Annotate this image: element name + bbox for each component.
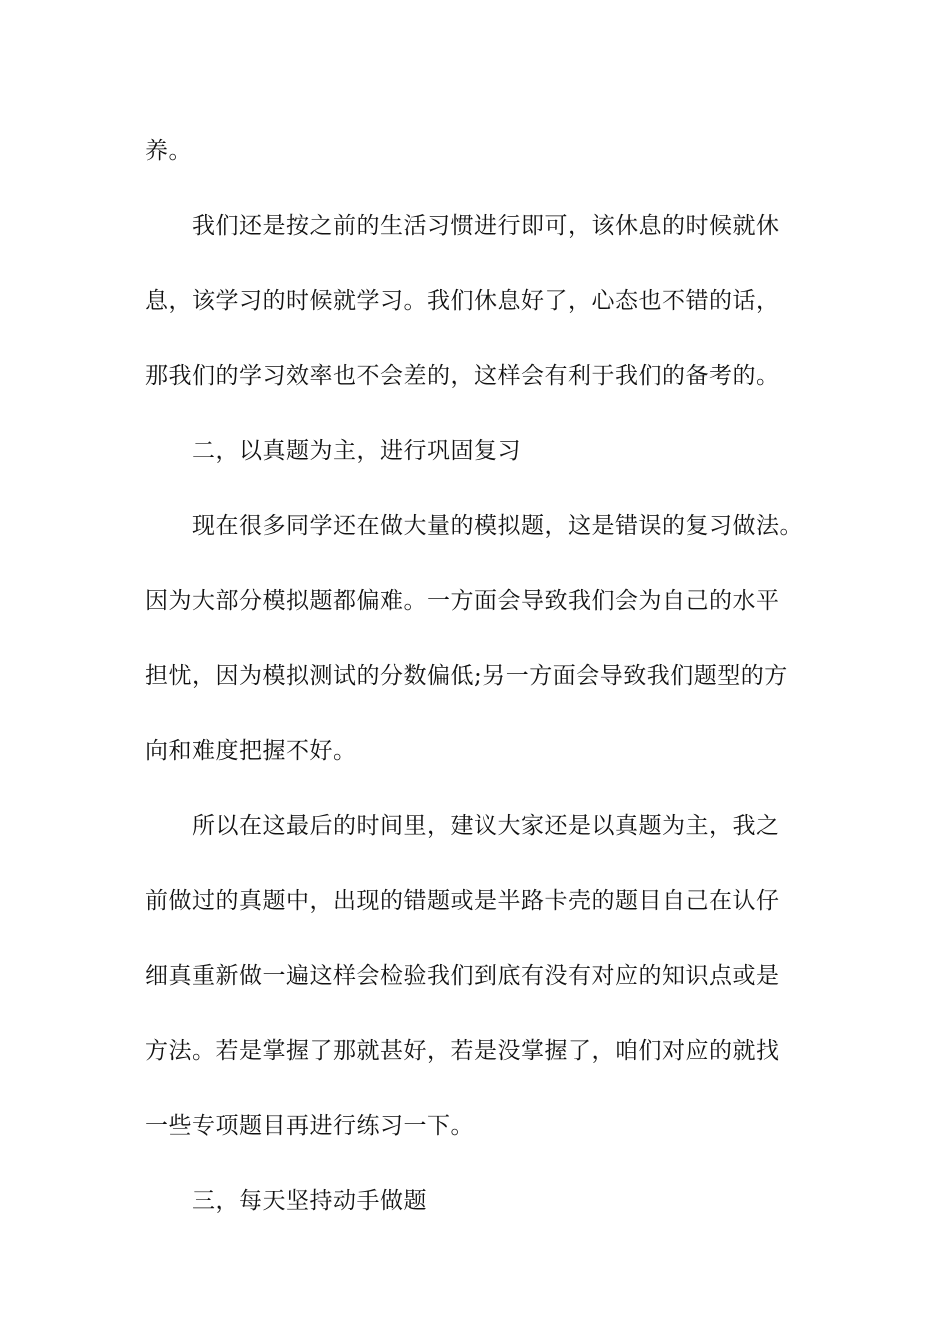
text-line: 一些专项题目再进行练习一下。 (145, 1113, 474, 1139)
text-line: 因为大部分模拟题都偏难。一方面会导致我们会为自己的水平 (145, 588, 780, 614)
text-line: 那我们的学习效率也不会差的，这样会有利于我们的备考的。 (145, 363, 780, 389)
section-heading: 三，每天坚持动手做题 (192, 1188, 427, 1214)
text-line: 所以在这最后的时间里，建议大家还是以真题为主，我之 (192, 813, 780, 839)
section-heading: 二，以真题为主，进行巩固复习 (192, 438, 521, 464)
text-line: 方法。若是掌握了那就甚好，若是没掌握了，咱们对应的就找 (145, 1038, 780, 1064)
text-line: 担忧，因为模拟测试的分数偏低;另一方面会导致我们题型的方 (145, 663, 788, 689)
text-line: 向和难度把握不好。 (145, 738, 357, 764)
text-line: 我们还是按之前的生活习惯进行即可，该休息的时候就休 (192, 213, 780, 239)
text-line: 养。 (145, 138, 192, 164)
text-line: 息，该学习的时候就学习。我们休息好了，心态也不错的话， (145, 288, 780, 314)
text-line: 现在很多同学还在做大量的模拟题，这是错误的复习做法。 (192, 513, 803, 539)
text-line: 前做过的真题中，出现的错题或是半路卡壳的题目自己在认仔 (145, 888, 780, 914)
text-line: 细真重新做一遍这样会检验我们到底有没有对应的知识点或是 (145, 963, 780, 989)
